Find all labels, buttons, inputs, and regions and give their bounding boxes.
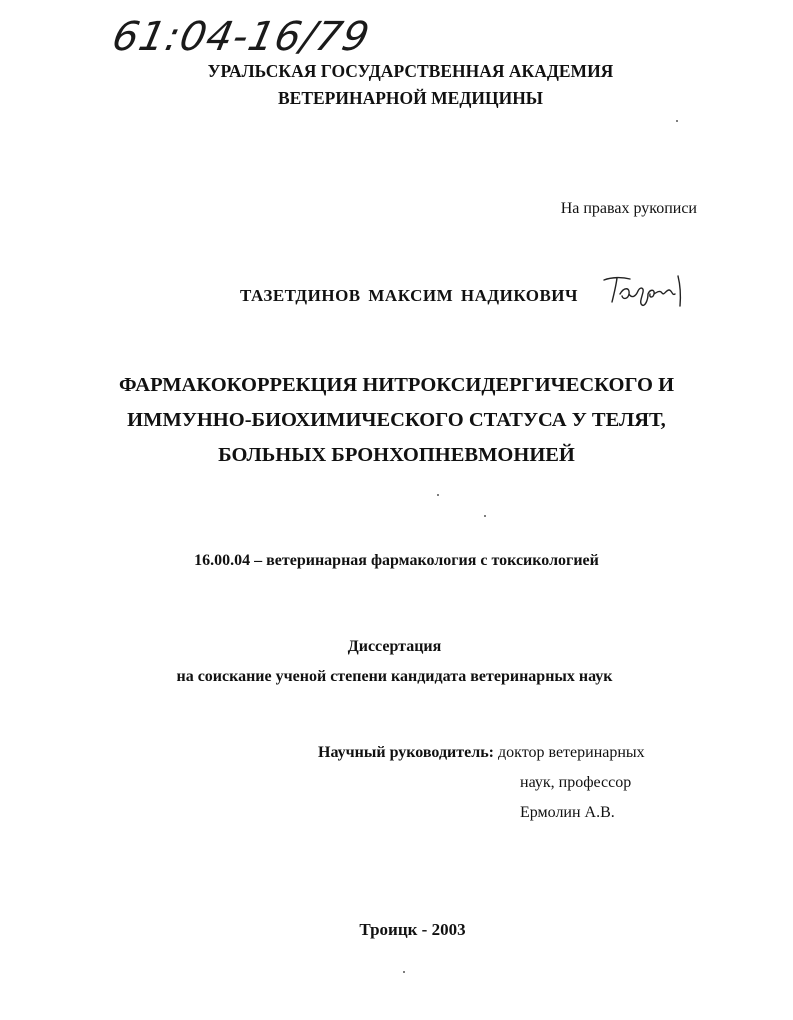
title-line-3: БОЛЬНЫХ БРОНХОПНЕВМОНИЕЙ: [218, 444, 575, 466]
specialty-code: 16.00.04 – ветеринарная фармакология с токсикологией: [194, 552, 599, 569]
scan-speck: [676, 120, 678, 122]
author-signature-icon: [598, 272, 694, 313]
institution-line-1: УРАЛЬСКАЯ ГОСУДАРСТВЕННАЯ АКАДЕМИЯ: [207, 61, 614, 81]
dissertation-title: [0, 368, 793, 473]
supervisor-label: Научный руководитель:: [318, 744, 494, 761]
scan-speck: [403, 971, 405, 973]
title-line-2: ИММУННО-БИОХИМИЧЕСКОГО СТАТУСА У ТЕЛЯТ,: [127, 409, 666, 431]
supervisor-block: [318, 738, 645, 828]
document-type-line-2: на соискание ученой степени кандидата ветеринарных наук: [176, 668, 613, 685]
manuscript-rights-note: На правах рукописи: [560, 200, 697, 217]
title-line-1: ФАРМАКОКОРРЕКЦИЯ НИТРОКСИДЕРГИЧЕСКОГО И: [118, 374, 675, 396]
supervisor-degree: доктор ветеринарных: [494, 744, 645, 761]
institution-line-2: ВЕТЕРИНАРНОЙ МЕДИЦИНЫ: [277, 88, 543, 108]
city-and-year: Троицк - 2003: [359, 920, 466, 939]
institution-name: [14, 58, 793, 112]
supervisor-name: Ермолин А.В.: [520, 804, 615, 821]
handwritten-catalog-code: 61:04-16/79: [108, 14, 374, 60]
document-type-line-1: Диссертация: [347, 638, 442, 655]
author-name: ТАЗЕТДИНОВ МАКСИМ НАДИКОВИЧ: [240, 285, 578, 305]
scan-speck: [437, 494, 439, 496]
document-type: [0, 632, 791, 692]
scan-speck: [484, 515, 486, 517]
supervisor-title: наук, профессор: [520, 774, 632, 791]
author-row: [240, 272, 694, 312]
